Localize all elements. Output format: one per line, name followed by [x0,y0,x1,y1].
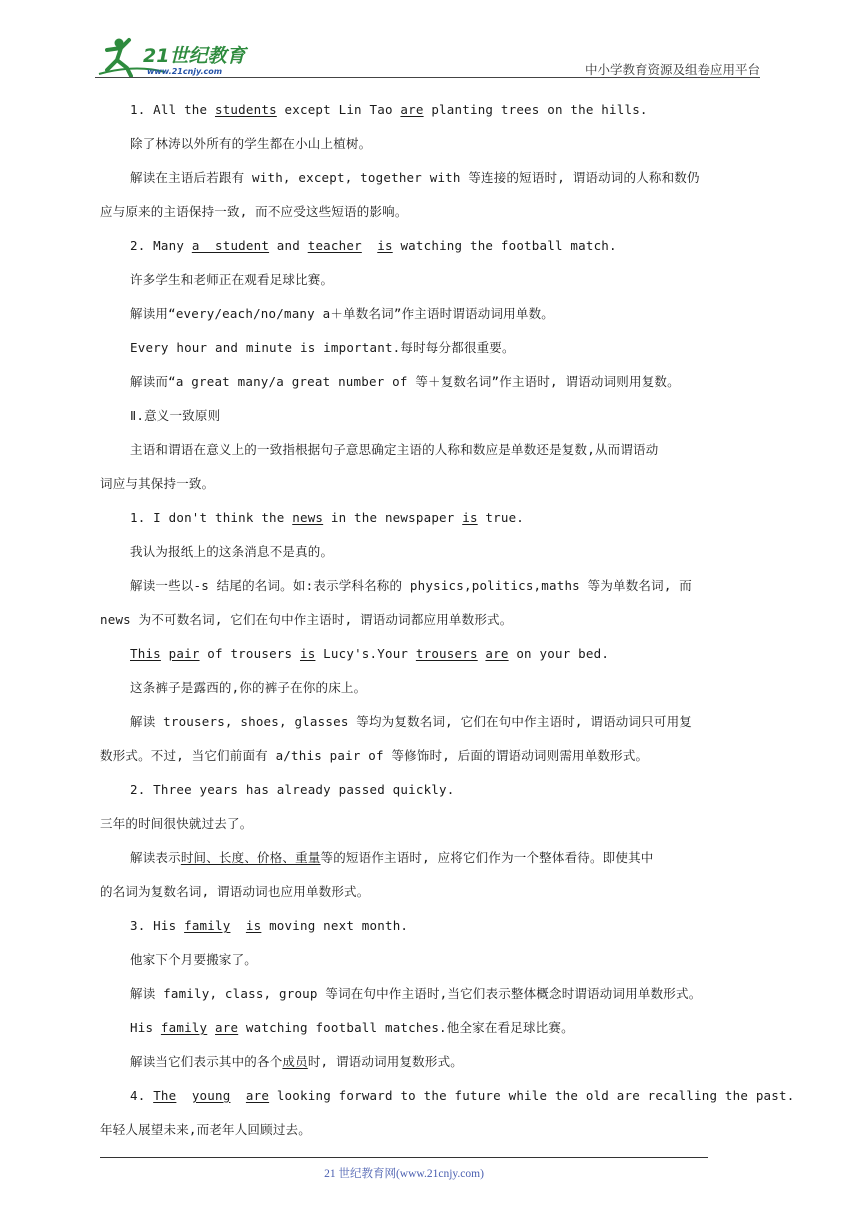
text-line [100,781,760,815]
text-line [100,747,760,781]
text-segment: of trousers [199,646,300,661]
underlined-term: This [130,646,161,661]
text-segment: 解读用“every/each/no/many a＋单数名词”作主语时谓语动词用单数。 [130,306,554,321]
text-segment [230,918,245,933]
text-segment: 解读表示 [130,850,181,865]
underlined-term: are [215,1020,239,1035]
text-line [100,373,760,407]
underlined-term: are [400,102,424,117]
text-segment: true. [477,510,525,525]
text-segment: His [130,1020,161,1035]
underlined-term: young [191,1088,231,1103]
text-segment: news 为不可数名词, 它们在句中作主语时, 谓语动词都应用单数形式。 [100,612,513,627]
text-segment: 解读当它们表示其中的各个 [130,1054,283,1069]
footer-divider [100,1157,708,1158]
text-segment: 4. [130,1088,154,1103]
page-header [95,30,760,80]
text-segment: watching the football match. [392,238,617,253]
underlined-term: pair [168,646,200,661]
text-line [100,815,760,849]
text-segment: 应与原来的主语保持一致, 而不应受这些短语的影响。 [100,204,408,219]
text-segment: 词应与其保持一致。 [100,476,215,491]
underlined-term: is [299,646,316,661]
text-segment: 时, 谓语动词用复数形式。 [307,1054,463,1069]
text-line [100,611,760,645]
text-line [100,101,760,135]
svg-text:21世纪教育: 21世纪教育 [143,45,246,67]
text-segment: planting trees on the hills. [423,102,648,117]
text-segment: 解读 family, class, group 等词在句中作主语时,当它们表示整体概念时谓语动词用单数形式。 [130,986,702,1001]
text-line [100,679,760,713]
text-segment: Lucy's.Your [315,646,416,661]
text-segment: except Lin Tao [276,102,401,117]
text-line [100,1019,760,1053]
text-segment [207,1020,215,1035]
text-segment: in the newspaper [323,510,463,525]
underlined-term: The [153,1088,177,1103]
underlined-term: are [245,1088,270,1103]
text-segment: Every hour and minute is important.每时每分都很重要。 [130,340,515,355]
platform-tagline: 中小学教育资源及组卷应用平台 [584,62,760,77]
text-segment: 除了林涛以外所有的学生都在小山上植树。 [130,136,372,151]
svg-text:www.21cnjy.com: www.21cnjy.com [147,67,223,76]
underlined-term: a student [191,238,270,253]
text-segment: 我认为报纸上的这条消息不是真的。 [130,544,334,559]
text-line [100,475,760,509]
text-segment: 这条裤子是露西的,你的裤子在你的床上。 [130,680,367,695]
text-line [100,917,760,951]
text-segment: 解读 trousers, shoes, glasses 等均为复数名词, 它们在句中作主语时, 谓语动词只可用复 [130,714,692,729]
text-line [100,271,760,305]
text-line [100,645,760,679]
underlined-term: 成员 [282,1054,308,1069]
underlined-term: 时间、长度、价格、重量 [180,850,321,865]
text-segment: 解读在主语后若跟有 with, except, together with 等连接的短语时, 谓语动词的人称和数仍 [130,170,700,185]
text-segment: 主语和谓语在意义上的一致指根据句子意思确定主语的人称和数应是单数还是复数,从而谓语动 [130,442,659,457]
site-logo [95,36,260,78]
text-segment: 1. I don't think the [130,510,293,525]
text-segment: looking forward to the future while the old are recalling the past. [269,1088,795,1103]
text-line [100,237,760,271]
text-segment: 数形式。不过, 当它们前面有 a/this pair of 等修饰时, 后面的谓语动词则需用单数形式。 [100,748,649,763]
text-segment: Ⅱ.意义一致原则 [130,408,221,423]
underlined-term: family [184,918,231,933]
footer-source: 21 世纪教育网(www.21cnjy.com) [324,1168,484,1180]
text-line [100,441,760,475]
text-segment: on your bed. [508,646,610,661]
text-line [100,713,760,747]
text-line [100,305,760,339]
text-line [100,169,760,203]
underlined-term: is [462,510,478,525]
text-segment: 2. Three years has already passed quickly. [130,782,455,797]
text-segment: 解读而“a great many/a great number of 等＋复数名词”作主语时, 谓语动词则用复数。 [130,374,680,389]
text-line [100,1087,795,1121]
text-segment: 年轻人展望未来,而老年人回顾过去。 [100,1122,311,1137]
text-line [100,883,760,917]
text-segment [362,238,377,253]
underlined-term: family [160,1020,208,1035]
text-line [100,543,760,577]
text-segment [230,1088,245,1103]
text-line [100,1053,760,1087]
text-segment [176,1088,191,1103]
text-line [100,203,760,237]
underlined-term: is [245,918,262,933]
text-segment: 三年的时间很快就过去了。 [100,816,253,831]
text-line [100,407,760,441]
text-segment: 许多学生和老师正在观看足球比赛。 [130,272,334,287]
text-line [100,509,760,543]
text-line [100,339,760,373]
text-segment: 的名词为复数名词, 谓语动词也应用单数形式。 [100,884,370,899]
underlined-term: trousers [415,646,478,661]
text-line [100,951,760,985]
text-line [100,1121,760,1155]
text-segment: and [269,238,308,253]
text-line [100,577,760,611]
text-segment: 解读一些以-s 结尾的名词。如:表示学科名称的 physics,politics,maths 等为单数名词, 而 [130,578,692,593]
underlined-term: students [214,102,277,117]
underlined-term: is [377,238,393,253]
text-segment: moving next month. [261,918,409,933]
text-segment: 他家下个月要搬家了。 [130,952,258,967]
text-segment: watching football matches.他全家在看足球比赛。 [238,1020,574,1035]
underlined-term: news [292,510,324,525]
underlined-term: teacher [307,238,362,253]
header-divider [95,77,760,78]
text-segment [161,646,169,661]
text-line [100,135,760,169]
text-segment: 等的短语作主语时, 应将它们作为一个整体看待。即使其中 [320,850,654,865]
text-line [100,849,760,883]
text-segment: 3. His [130,918,185,933]
text-line [100,985,760,1019]
document-body [100,101,795,1155]
text-segment: 1. All the [130,102,215,117]
underlined-term: are [485,646,509,661]
text-segment: 2. Many [130,238,192,253]
